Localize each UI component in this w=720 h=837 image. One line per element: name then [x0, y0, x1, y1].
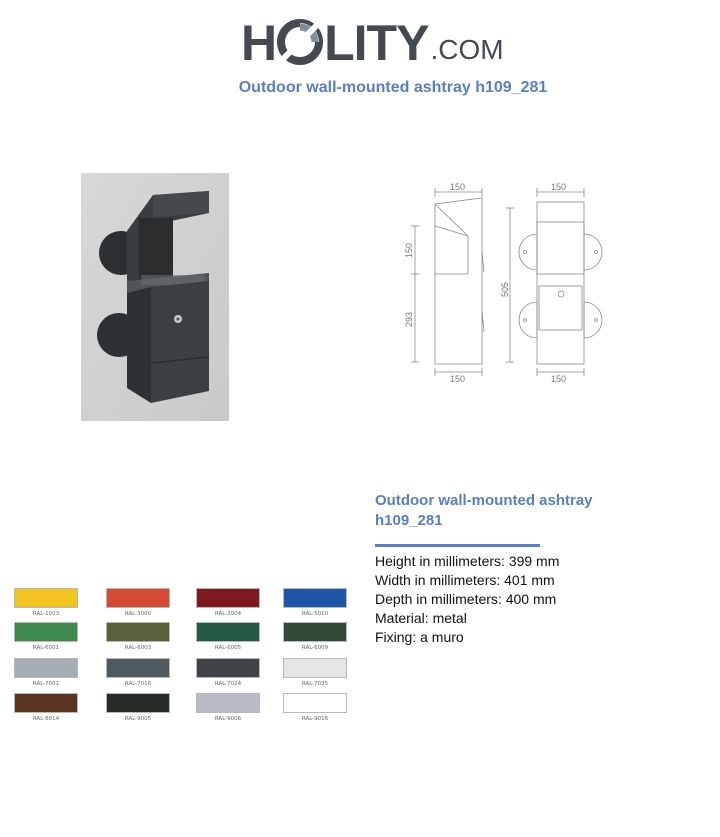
- color-code-label: RAL-7024: [214, 681, 242, 687]
- color-chip: [283, 588, 347, 608]
- color-code-label: RAL-3004: [214, 611, 242, 617]
- color-code-label: RAL-3000: [124, 611, 152, 617]
- color-chip: [106, 622, 170, 642]
- color-swatch[interactable]: [283, 693, 347, 722]
- color-swatch[interactable]: [14, 588, 78, 617]
- dim-top-left: 150: [450, 182, 466, 192]
- color-chip: [196, 622, 260, 642]
- technical-drawing: [398, 182, 618, 382]
- color-code-label: RAL-1003: [32, 611, 60, 617]
- spec-width: Width in millimeters: 401 mm: [375, 572, 555, 588]
- dim-left-upper: 150: [404, 242, 414, 258]
- dim-left-lower: 293: [404, 311, 414, 327]
- color-code-label: RAL-6005: [214, 645, 242, 651]
- color-swatch[interactable]: [196, 658, 260, 687]
- color-chip: [14, 622, 78, 642]
- color-code-label: RAL-6001: [32, 645, 60, 651]
- spec-material: Material: metal: [375, 610, 467, 626]
- color-chip: [196, 658, 260, 678]
- dim-bottom-right: 150: [551, 374, 567, 382]
- page-title: Outdoor wall-mounted ashtray h109_281: [238, 79, 548, 96]
- color-swatch[interactable]: [106, 588, 170, 617]
- color-code-label: RAL-6003: [124, 645, 152, 651]
- color-swatch[interactable]: [106, 622, 170, 651]
- spec-fixing: Fixing: a muro: [375, 629, 464, 645]
- color-chip: [196, 693, 260, 713]
- color-chip: [106, 588, 170, 608]
- color-swatch[interactable]: [283, 658, 347, 687]
- site-logo[interactable]: [241, 15, 504, 71]
- color-chip: [14, 658, 78, 678]
- dim-bottom-left: 150: [450, 374, 466, 382]
- color-chip: [196, 588, 260, 608]
- color-swatch[interactable]: [14, 693, 78, 722]
- spec-divider: [375, 544, 540, 547]
- logo-domain: .COM: [430, 34, 504, 65]
- logo-o-icon: [277, 19, 323, 65]
- color-swatch[interactable]: [283, 588, 347, 617]
- color-code-label: RAL-6009: [301, 645, 329, 651]
- color-code-label: RAL-9006: [214, 716, 242, 722]
- color-swatch[interactable]: [196, 622, 260, 651]
- product-spec: [375, 491, 675, 647]
- color-code-label: RAL-9016: [301, 716, 329, 722]
- color-swatch[interactable]: [196, 693, 260, 722]
- product-photo: [81, 173, 229, 421]
- color-code-label: RAL-7035: [301, 681, 329, 687]
- color-swatch[interactable]: [106, 658, 170, 687]
- dim-right-height: 505: [500, 281, 510, 297]
- color-chip: [14, 693, 78, 713]
- color-code-label: RAL-7016: [124, 681, 152, 687]
- color-code-label: RAL-9005: [124, 716, 152, 722]
- color-code-label: RAL-7001: [32, 681, 60, 687]
- color-swatch-grid: [14, 588, 354, 728]
- color-swatch[interactable]: [196, 588, 260, 617]
- color-swatch[interactable]: [14, 658, 78, 687]
- logo-letter-h: H: [241, 15, 277, 71]
- color-swatch[interactable]: [106, 693, 170, 722]
- color-swatch[interactable]: [14, 622, 78, 651]
- spec-depth: Depth in millimeters: 400 mm: [375, 591, 557, 607]
- spec-height: Height in millimeters: 399 mm: [375, 553, 560, 569]
- color-chip: [283, 658, 347, 678]
- color-code-label: RAL-5010: [301, 611, 329, 617]
- color-swatch[interactable]: [283, 622, 347, 651]
- color-code-label: RAL-8014: [32, 716, 60, 722]
- spec-title: Outdoor wall-mounted ashtray h109_281: [375, 492, 593, 529]
- color-chip: [14, 588, 78, 608]
- color-chip: [283, 693, 347, 713]
- color-chip: [283, 622, 347, 642]
- color-chip: [106, 658, 170, 678]
- logo-text: LITY: [324, 15, 429, 71]
- dim-top-right: 150: [551, 182, 567, 192]
- color-chip: [106, 693, 170, 713]
